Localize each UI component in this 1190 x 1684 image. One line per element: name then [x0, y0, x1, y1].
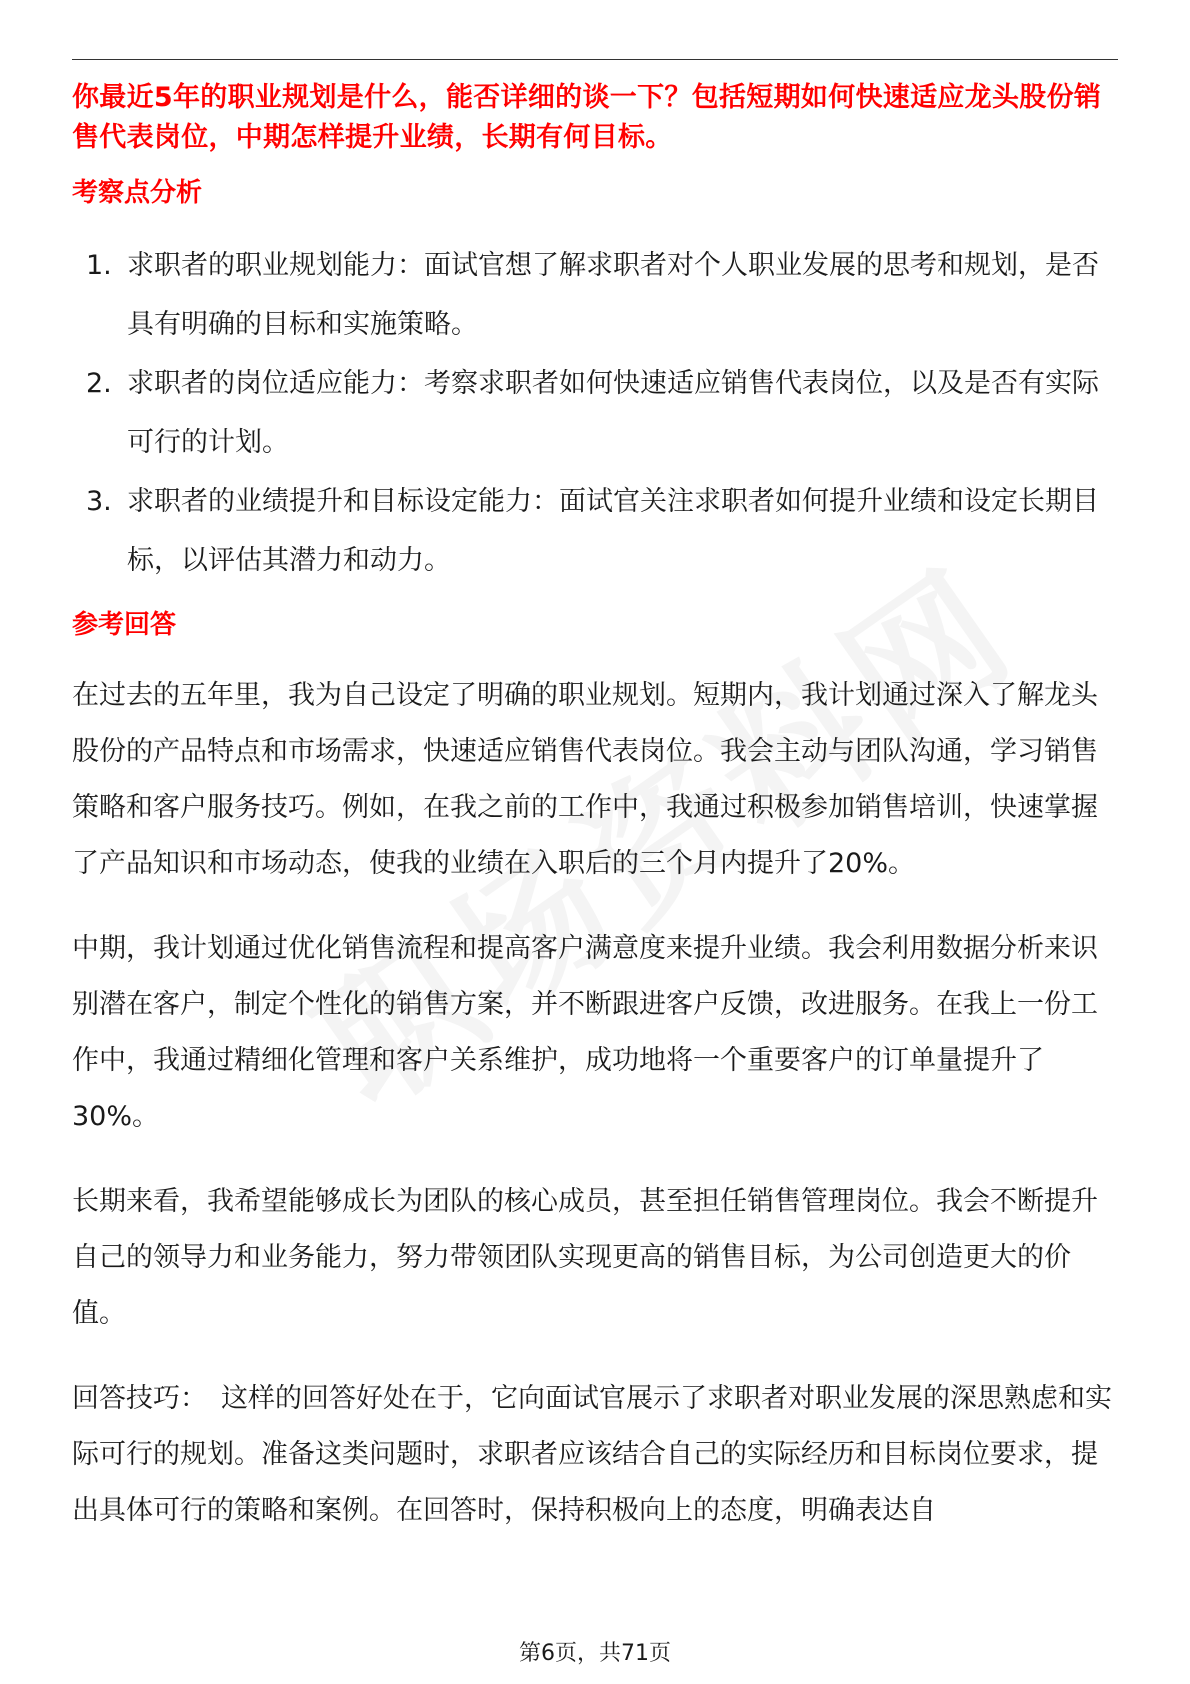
list-item-number: 2.: [86, 368, 112, 399]
analysis-heading: 考察点分析: [72, 178, 203, 208]
list-item-text: 求职者的业绩提升和目标设定能力：面试官关注求职者如何提升业绩和设定长期目标，以评估其潜力和动力。: [127, 486, 1099, 576]
list-item-number: 3.: [86, 486, 112, 517]
list-item-text: 求职者的职业规划能力：面试官想了解求职者对个人职业发展的思考和规划，是否具有明确的目标和实施策略。: [127, 250, 1099, 340]
page-number: 第6页，共71页: [519, 1641, 671, 1666]
list-item: [72, 236, 1118, 354]
answer-paragraph-mid-term: 中期，我计划通过优化销售流程和提高客户满意度来提升业绩。我会利用数据分析来识别潜在客户，制定个性化的销售方案，并不断跟进客户反馈，改进服务。在我上一份工作中，我通过精细化管理和客户关系维护，成功地将一个重要客户的订单量提升了30%。: [72, 933, 1098, 1132]
tip-text: 这样的回答好处在于，它向面试官展示了求职者对职业发展的深思熟虑和实际可行的规划。准备这类问题时，求职者应该结合自己的实际经历和目标岗位要求，提出具体可行的策略和案例。在回答时，保持积极向上的态度，明确表达自: [72, 1383, 1112, 1526]
answer-paragraph-long-term: 长期来看，我希望能够成长为团队的核心成员，甚至担任销售管理岗位。我会不断提升自己的领导力和业务能力，努力带领团队实现更高的销售目标，为公司创造更大的价值。: [72, 1186, 1098, 1329]
answer-tip-paragraph: [72, 1371, 1118, 1539]
tip-label: 回答技巧：: [72, 1383, 207, 1414]
list-item: [72, 472, 1118, 590]
list-item-text: 求职者的岗位适应能力：考察求职者如何快速适应销售代表岗位，以及是否有实际可行的计划。: [127, 368, 1099, 458]
analysis-list: [72, 236, 1118, 590]
answer-heading: 参考回答: [72, 610, 177, 640]
page-content: [72, 78, 1118, 1539]
question-title: 你最近5年的职业规划是什么，能否详细的谈一下？包括短期如何快速适应龙头股份销售代表岗位，中期怎样提升业绩，长期有何目标。: [72, 82, 1102, 153]
list-item-number: 1.: [86, 250, 112, 281]
answer-paragraph-short-term: 在过去的五年里，我为自己设定了明确的职业规划。短期内，我计划通过深入了解龙头股份的产品特点和市场需求，快速适应销售代表岗位。我会主动与团队沟通，学习销售策略和客户服务技巧。例如，在我之前的工作中，我通过积极参加销售培训，快速掌握了产品知识和市场动态，使我的业绩在入职后的三个月内提升了20%。: [72, 680, 1098, 879]
list-item: [72, 354, 1118, 472]
header-rule: [72, 59, 1118, 60]
